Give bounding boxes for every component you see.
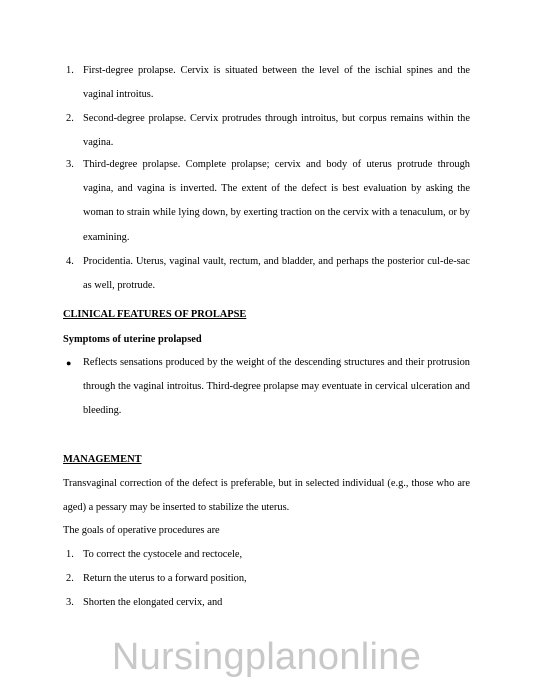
list1-num-4: 4.: [66, 256, 74, 267]
list1-item-2: Second-degree prolapse. Cervix protrudes through introitus, but corpus remains within the vagina.: [83, 113, 470, 149]
list1-item-1: First-degree prolapse. Cervix is situated between the level of the ischial spines and the vaginal introitus.: [83, 65, 470, 101]
goals-intro: The goals of operative procedures are: [63, 525, 220, 536]
management-heading: MANAGEMENT: [63, 454, 142, 465]
list2-item-2: Return the uterus to a forward position,: [83, 573, 247, 584]
list2-num-1: 1.: [66, 549, 74, 560]
management-paragraph: Transvaginal correction of the defect is preferable, but in selected individual (e.g., those who are aged) a pessary may be inserted to stabilize the uterus.: [63, 478, 470, 514]
list1-item-3: Third-degree prolapse. Complete prolapse; cervix and body of uterus protrude through vagina, and vagina is inverted. The extent of the defect is best evaluation by asking the woman to strain while lying down, by exerting traction on the cervix with a tenaculum, or by examining.: [83, 159, 470, 243]
symptoms-heading: Symptoms of uterine prolapsed: [63, 334, 202, 345]
bullet-dot: ●: [66, 358, 72, 368]
list1-num-2: 2.: [66, 113, 74, 124]
list2-item-1: To correct the cystocele and rectocele,: [83, 549, 243, 560]
list1-item-4: Procidentia. Uterus, vaginal vault, rectum, and bladder, and perhaps the posterior cul-de-sac as well, protrude.: [83, 256, 470, 292]
watermark: Nursingplanonline: [111, 636, 422, 678]
list2-num-3: 3.: [66, 597, 74, 608]
list1-num-1: 1.: [66, 65, 74, 76]
list2-num-2: 2.: [66, 573, 74, 584]
list2-item-3: Shorten the elongated cervix, and: [83, 597, 223, 608]
clinical-features-heading: CLINICAL FEATURES OF PROLAPSE: [63, 309, 247, 320]
symptom-bullet-1: Reflects sensations produced by the weight of the descending structures and their protrusion through the vaginal introitus. Third-degree prolapse may eventuate in cervical ulceration and bleeding.: [83, 357, 470, 417]
list1-num-3: 3.: [66, 159, 74, 170]
